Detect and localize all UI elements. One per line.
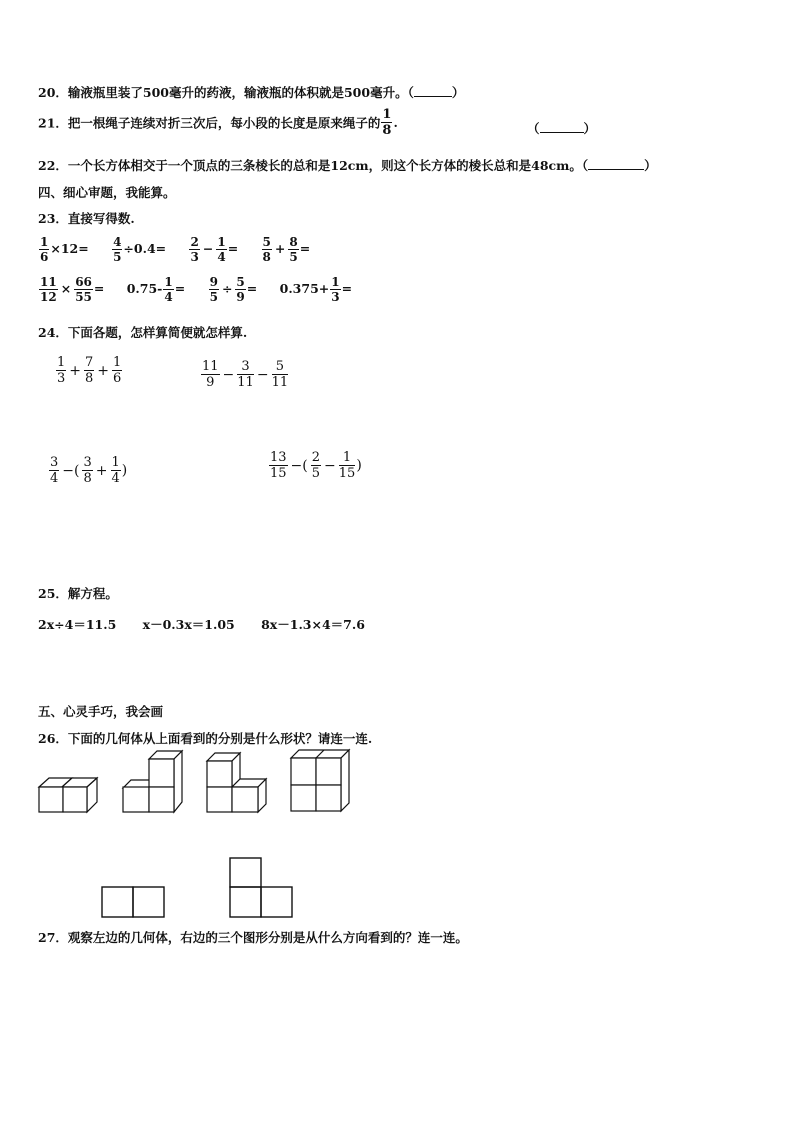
q24-expression-3: $\frac{3}{4}$ −( $\frac{3}{8}$ + $\frac{1}{4}$ ) (50, 455, 128, 486)
solid-figure-3[interactable] (205, 751, 269, 815)
q23-item-1: $\frac{1}{6}$ ×12= (40, 235, 89, 264)
question-22: 22．一个长方体相交于一个顶点的三条棱长的总和是12cm，则这个长方体的棱长总和是48cm。（ ） (38, 158, 657, 173)
q23-row-2 (38, 276, 370, 303)
solid-figure-4[interactable] (289, 748, 351, 814)
q24-expression-1: $\frac{1}{3}$ + $\frac{7}{8}$ + $\frac{1}{6}$ (57, 355, 122, 386)
q24-expression-2: $\frac{11}{9}$ − $\frac{3}{11}$ − $\frac{5}{11}$ (202, 359, 289, 390)
question-20-text: 20．输液瓶里装了500毫升的药液，输液瓶的体积就是500毫升。（ (38, 85, 414, 100)
top-view-shape-1[interactable] (100, 885, 166, 919)
top-view-shape-2[interactable] (228, 856, 294, 920)
answer-paren-21: （ ） (527, 121, 597, 136)
question-21: 21．把一根绳子连续对折三次后，每小段的长度是原来绳子的 $\frac{1}{8}$ . (38, 107, 398, 138)
q23-item-4: $\frac{5}{8}$ + $\frac{8}{5}$ = (262, 235, 311, 264)
q23-item-6: 0.75- $\frac{1}{4}$ = (126, 275, 186, 304)
answer-blank-22[interactable] (588, 158, 644, 170)
q23-item-3: $\frac{2}{3}$ − $\frac{1}{4}$ = (190, 235, 239, 264)
solid-figure-1[interactable] (37, 770, 99, 814)
question-20: 20．输液瓶里装了500毫升的药液，输液瓶的体积就是500毫升。（ ） (38, 85, 465, 100)
q25-equations (38, 615, 365, 633)
question-22-text: 22．一个长方体相交于一个顶点的三条棱长的总和是12cm，则这个长方体的棱长总和是48cm。（ (38, 158, 589, 173)
equation-1: 2x÷4＝11.5 (38, 617, 117, 632)
section-4-title: 四、细心审题，我能算。 (38, 185, 176, 200)
q23-item-2: $\frac{4}{5}$ ÷0.4= (113, 235, 167, 264)
question-26-title: 26．下面的几何体从上面看到的分别是什么形状？请连一连. (38, 731, 373, 746)
question-23-title: 23．直接写得数. (38, 211, 135, 226)
q23-item-5: $\frac{11}{12}$ × $\frac{66}{55}$ = (40, 275, 105, 304)
fraction: $\frac{1}{8}$ (382, 107, 392, 138)
question-27-title: 27．观察左边的几何体，右边的三个图形分别是从什么方向看到的？连一连。 (38, 930, 468, 945)
equation-3: 8x－1.3×4＝7.6 (261, 617, 365, 632)
question-21-text: 21．把一根绳子连续对折三次后，每小段的长度是原来绳子的 (38, 115, 381, 131)
answer-blank-20[interactable] (414, 85, 452, 97)
answer-blank-21[interactable] (540, 121, 584, 133)
question-24-title: 24．下面各题，怎样算简便就怎样算. (38, 325, 248, 340)
q23-item-7: $\frac{9}{5}$ ÷ $\frac{5}{9}$ = (209, 275, 258, 304)
equation-2: x－0.3x＝1.05 (142, 617, 235, 632)
section-5-title: 五、心灵手巧，我会画 (38, 704, 164, 719)
question-25-title: 25．解方程。 (38, 586, 118, 601)
q23-item-8: 0.375+ $\frac{1}{3}$ = (279, 275, 353, 304)
q24-expression-4: $\frac{13}{15}$ −( $\frac{2}{5}$ − $\frac{1}{15}$ ) (270, 450, 362, 481)
solid-figure-2[interactable] (121, 749, 185, 815)
q23-row-1 (38, 236, 328, 263)
